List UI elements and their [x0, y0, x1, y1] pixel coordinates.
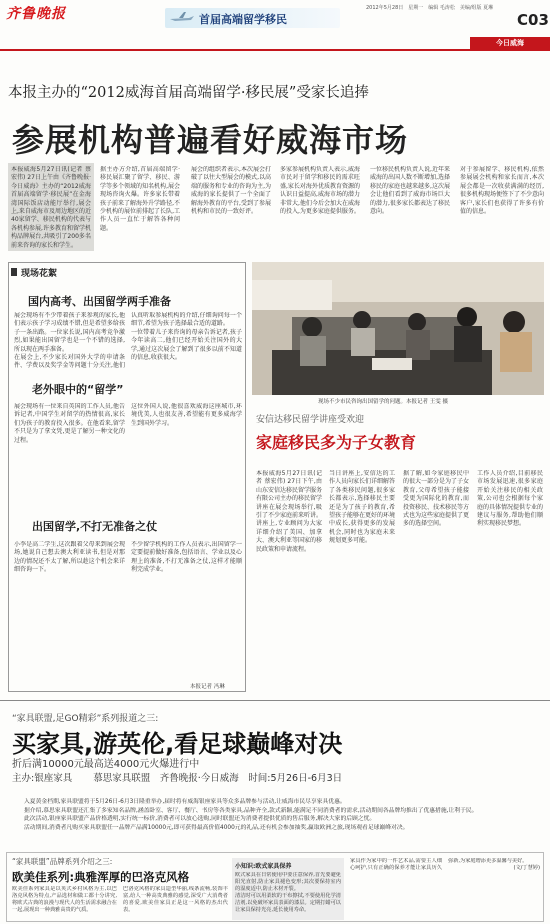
- ad-host-label: 主办:: [12, 773, 35, 784]
- ad-body: 入夏黄金档期,家具联盟将于5月26日-6月3日隆重举办,届时将有威海银座家具等众多品牌参与活动,让威海市民尽享家具优惠。 据介绍,慕思家具联盟还汇集了多家知名品牌,涵盖卧室、客厅、餐厅、书房等各类家具,品种齐全,款式新颖,能满足不同消费者的需求,活动期间各品牌均推出了优惠措施,让利于民。 此次活动,银座家具联盟产品价格透明,实行统一标价,消费者可以放心选购,同时联盟还为消费者提供优质的售后服务,解决大家的后顾之忧。 活动期间,消费者凡购买家具联盟任一品牌产品满10000元,即可获得最高价值4000元的礼品,还有机会参加抽奖,赢取欧洲之旅,现场观看足球巅峰对决。: [24, 799, 478, 831]
- family-kicker: 安信达移民留学讲座受欢迎: [256, 415, 365, 425]
- bottom-headline: 欧美佳系列:典雅浑厚的巴洛克风格: [12, 870, 190, 884]
- airplane-icon: [169, 10, 195, 24]
- bottom-last: 家具作为家中的一件艺术品,需要主人细心呵护,只有正确的保养才能让家具历久弥新,为家庭增添更多温馨与美好。 (文/丁慧婷): [350, 858, 540, 871]
- section-tag: 今日威海: [470, 37, 550, 49]
- masthead-rule: [0, 49, 550, 51]
- lead-kicker: 本报主办的“2012威海首届高端留学·移民展”受家长追捧: [8, 85, 369, 101]
- lead-col-2: 据主办方介绍,首届高端留学·移民展汇聚了留学、移民、游学等多个领域的知名机构,展会现场咨询火爆。许多家长带着孩子前来了解海外升学路径,不少机构的展位前排起了长队,工作人员一直忙于解答各种问题。: [100, 166, 180, 232]
- masthead: [0, 0, 550, 46]
- scene-byline: 本报记者 冯琳: [190, 684, 225, 690]
- ad-info: 慕思家具联盟 齐鲁晚报·今日威海 时间:5月26日-6月3日: [93, 773, 343, 784]
- scene-sub1: 国内高考、出国留学两手准备: [28, 295, 171, 308]
- ad-divider: [0, 700, 550, 701]
- scene-sub3: 出国留学,不打无准备之仗: [32, 520, 158, 533]
- lead-col-5: 一位移民机构负责人说,近年来威海的出国人数不断增加,选择移民的家庭也越来越多,这次展会让他们看到了威海市场巨大的潜力,很多家长都表达了移民意向。: [370, 166, 450, 216]
- family-col-3: 据了解,如今家庭移民中的很大一部分是为了子女教育,父母希望孩子能接受更为国际化的教育,而投资移民、技术移民等方式也为这些家庭提供了更多的选择空间。: [403, 470, 469, 528]
- banner-strip: [165, 8, 340, 28]
- tip-body: 欧式家具在日常使用中要注意保养,首先要避免阳光直射,防止家具褪色变形;其次要保持室内的湿度适中,防止木材开裂。 清洁时可以用柔软的干布擦拭,不要使用化学清洁剂,以免破坏家具表面的漆层。定期打蜡可以让家具保持光亮,延长使用寿命。: [235, 872, 341, 913]
- lead-col-1: 本报威海5月27日讯(记者 蔡宏伟) 27日上午由《齐鲁晚报·今日威海》主办的“2012威海首届高端留学·移民展”在金海湾国际饭店动能厅举行,展会上,来自威海市及周边地区的近40家留学、移民机构的代表与各机构参展,许多教育和留学机构品牌展台,共吸引了200多名前来咨询的家长和学生。: [8, 163, 94, 251]
- ad-headline: 买家具,游英伦,看足球巅峰对决: [12, 730, 343, 758]
- lead-body: [8, 163, 544, 255]
- bottom-body: 欧美佳系列家具是以英式乡村风格为主,以巴洛克风格为特点,产品选材和做工都十分讲究,将欧式古典的浪漫与现代人的生活需求融合在一起,展现出一种典雅高贵的气质。 巴洛克风格的家具造型华丽,线条流畅,装饰丰富,给人一种高贵典雅的感觉,深受广大消费者的喜爱,欧美佳家具正是这一风格的杰出代表。: [12, 886, 228, 913]
- scene-label-text: 现场花絮: [21, 269, 58, 279]
- scene-sub2: 老外眼中的“留学”: [32, 383, 124, 396]
- page-number: C03: [517, 11, 549, 29]
- family-col-2: 当日讲座上,安信达的工作人员向家长们详细解答了各类移民问题,很多家长都表示,选择移民主要还是为了孩子的教育,希望孩子能够在更好的环境中成长,获得更多的发展机会,同时也为家庭未来规划更多可能。: [329, 470, 395, 545]
- family-headline: 家庭移民多为子女教育: [256, 433, 417, 452]
- ad-host: 银座家具: [34, 773, 73, 784]
- page-meta: 2012年5月28日 星期一 编辑 毛涛松 美编/组版 夏琳: [366, 5, 494, 11]
- family-col-4: 工作人员介绍,目前移民市场发展迅速,很多家庭开始关注移民的相关政策,公司也会根据每个家庭的具体情况提供专业的建议与服务,帮助他们顺利实现移民梦想。: [477, 470, 543, 528]
- scene-sub3-text: 小李是高二学生,这次跟着父母来到展会现场,她说自己想去澳大利亚读书,但是对那边的情况还不太了解,所以趁这个机会来详细咨询一下。 不少留学机构的工作人员表示,出国留学一定要提前做好准备,包括语言、学业以及心理上的准备,不打无准备之仗,这样才能顺利完成学业。: [14, 541, 242, 574]
- ad-series: “家具联盟,足GO精彩”系列报道之三:: [12, 714, 159, 724]
- family-col-1: 本报威海5月27日讯(记者 蔡宏伟) 27日下午,由山东安信达移民留学服务有限公司主办的移民留学讲座在展会现场举行,吸引了不少家庭前来听讲。讲座上,专业顾问为大家详细介绍了美国、加拿大、澳大利亚等国家的移民政策和申请流程。: [256, 470, 322, 553]
- lead-col-3: 展会的组织者表示,本次展会打破了以往大型展会的模式,以高端的服务和专业的咨询为主,为威海的家长提供了一个全面了解海外教育的平台,受到了参展机构和市民的一致好评。: [191, 166, 271, 216]
- newspaper-logo: 齐鲁晚报: [6, 6, 66, 22]
- scene-marker-icon: [11, 268, 17, 276]
- ad-info-row: [12, 770, 342, 782]
- lead-col-6: 对于参展留学、移民机构,依然参展展会机构和家长而言,本次展会都是一次收获满满的经历,很多机构现场便签下了不少意向客户,家长们也获得了许多有价值的信息。: [460, 166, 544, 216]
- tip-title: 小知识:欧式家具保养: [235, 863, 292, 870]
- lead-headline: 参展机构普遍看好威海市场: [12, 121, 409, 159]
- photo-caption: 现场不少市民咨询出国留学的问题。本报记者 王雯 摄: [318, 399, 448, 405]
- lead-col-4: 多家参展机构负责人表示,威海市民对于留学和移民的需求旺盛,家长对海外优质教育资源的认识日益提高,威海市场的潜力非常大,他们今后会加大在威海的投入,为更多家庭提供服务。: [280, 166, 360, 216]
- ad-subline: 折后满10000元最高送4000元火爆进行中: [12, 759, 200, 770]
- bottom-series: “家具联盟”品牌系列介绍之三:: [12, 857, 113, 866]
- news-photo: [252, 262, 544, 395]
- banner-title: 首届高端留学移民: [199, 13, 287, 26]
- scene-sub1-text: 展会现场有不少带着孩子来参观的家长,他们表示孩子学习成绩不错,但是希望多给孩子一条出路。一位家长说,国内高考竞争激烈,如果能出国留学也是一个不错的选择,所以现在两手准备。 在展会上,不少家长对国外大学的申请条件、学费以及奖学金等问题十分关注,他们认真听取参展机构的介绍,仔细询问每一个细节,希望为孩子选择最合适的道路。 一位带着儿子来咨询的母亲告诉记者,孩子今年读高二,他们已经开始关注国外的大学,通过这次展会了解到了很多以前不知道的信息,收获很大。: [14, 312, 242, 370]
- tip-box: [232, 858, 344, 920]
- scene-sub2-text: 展会现场有一位来自英国的工作人员,他告诉记者,中国学生对留学的热情很高,家长们为孩子的教育投入很多。在他看来,留学不只是为了拿文凭,更是了解另一种文化的过程。 这位外国人说,他很喜欢威海这座城市,环境优美,人也很友善,希望能有更多威海学生到国外学习。: [14, 403, 242, 444]
